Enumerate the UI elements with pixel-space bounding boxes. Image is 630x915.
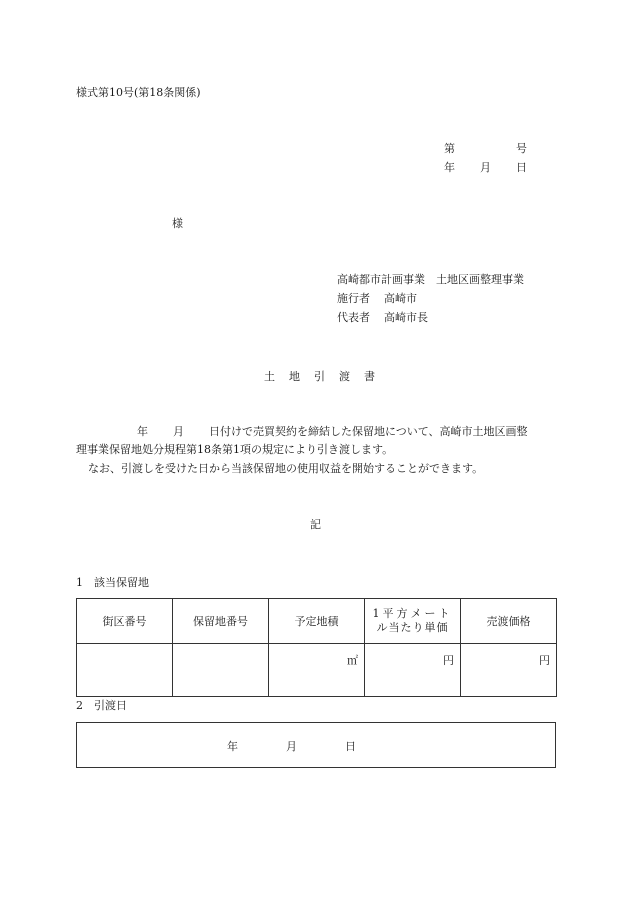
- table-data-row: [77, 644, 557, 697]
- reserved-land-table: [76, 598, 557, 697]
- body-line-1: 日付けで売買契約を締結した保留地について、高崎市土地区画整: [209, 425, 528, 438]
- handover-date-box: [76, 722, 556, 768]
- body-line-2: 理事業保留地処分規程第18条第1項の規定により引き渡します。: [76, 443, 394, 456]
- representative-label: 代表者: [337, 311, 370, 324]
- cell-lot-number: [173, 644, 269, 697]
- cell-area-unit: ㎡: [269, 644, 365, 697]
- handover-day: 日: [345, 740, 356, 753]
- section2-heading: 2 引渡日: [76, 699, 127, 712]
- document-title: 土地引渡書: [264, 370, 389, 383]
- body-line-3: なお、引渡しを受けた日から当該保留地の使用収益を開始することができます。: [88, 462, 484, 475]
- header-sale-price: 売渡価格: [461, 599, 557, 644]
- header-unit-price-line1: 1平方メート: [372, 607, 453, 620]
- addressee-suffix: 様: [172, 217, 183, 230]
- handover-year: 年: [227, 740, 238, 753]
- header-unit-price: [365, 599, 461, 644]
- body-blank-month: 月: [173, 425, 184, 438]
- header-lot-number: 保留地番号: [173, 599, 269, 644]
- doc-number-go: 号: [516, 142, 527, 155]
- representative-name: 高崎市長: [384, 311, 428, 324]
- issuer-project: 高崎都市計画事業 土地区画整理事業: [337, 273, 524, 286]
- executor-name: 高崎市: [384, 292, 417, 305]
- handover-month: 月: [286, 740, 297, 753]
- header-block-number: 街区番号: [77, 599, 173, 644]
- executor-label: 施行者: [337, 292, 370, 305]
- table-header-row: [77, 599, 557, 644]
- form-label: 様式第10号(第18条関係): [76, 86, 201, 99]
- doc-date-day: 日: [516, 161, 527, 174]
- doc-date-month: 月: [480, 161, 491, 174]
- section1-heading: 1 該当保留地: [76, 576, 149, 589]
- doc-date-year: 年: [444, 161, 455, 174]
- cell-total-unit: 円: [461, 644, 557, 697]
- header-planned-area: 予定地積: [269, 599, 365, 644]
- body-blank-year: 年: [137, 425, 148, 438]
- ki-marker: 記: [310, 518, 321, 531]
- cell-price-unit: 円: [365, 644, 461, 697]
- cell-block-number: [77, 644, 173, 697]
- doc-number-dai: 第: [444, 142, 455, 155]
- header-unit-price-line2: ル当たり単価: [376, 621, 449, 634]
